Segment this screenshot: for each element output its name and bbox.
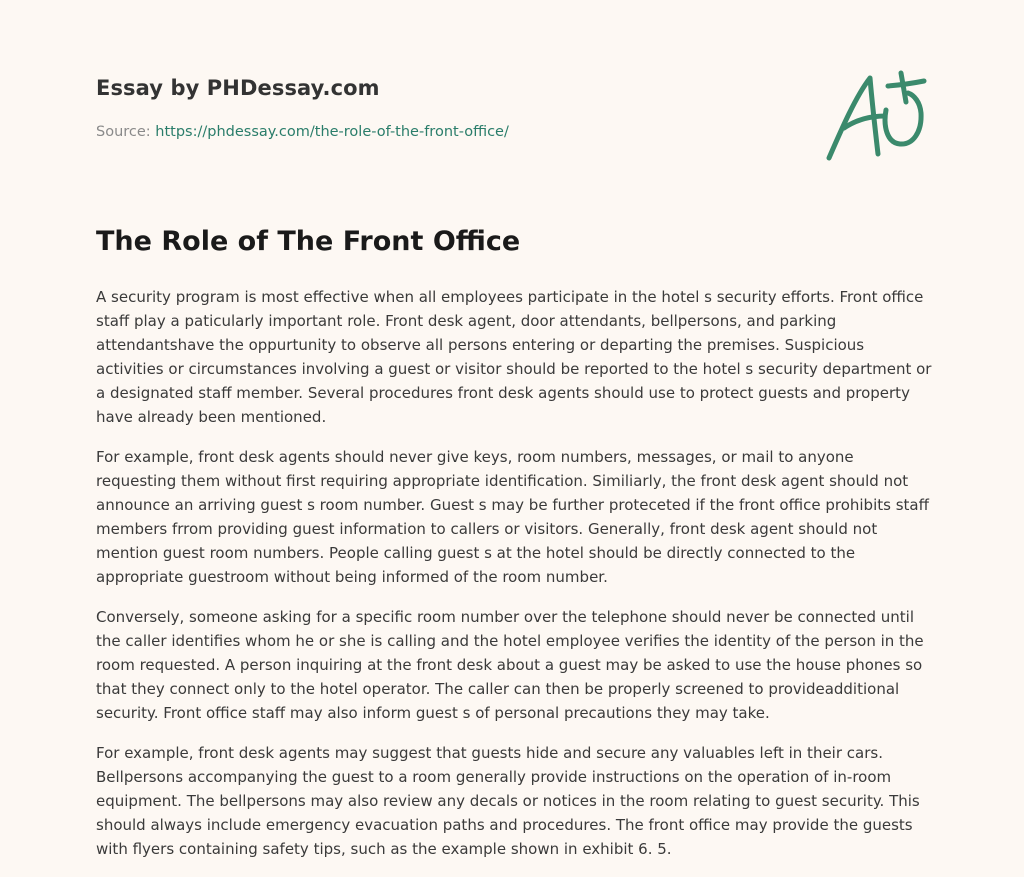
article-paragraph: A security program is most effective when all employees participate in the hotel s security efforts. Front office staff play a paticularly important role. Front desk agent, door attendants, bellpersons, and parking attendantshave the oppurtunity to observe all persons entering or departing the premises. Suspicious activities or circumstances involving a guest or visitor should be reported to the hotel s security department or a designated staff member. Several procedures front desk agents should use to protect guests and property have already been mentioned. [96, 288, 932, 426]
a-plus-grade-logo-icon [820, 66, 930, 166]
article-paragraph: Conversely, someone asking for a specific room number over the telephone should never be connected until the caller identifies whom he or she is calling and the hotel employee verifies the identity of the person in the room requested. A person inquiring at the front desk about a guest may be asked to use the house phones so that they connect only to the hotel operator. The caller can then be properly screened to provideadditional security. Front office staff may also inform guest s of personal precautions they may take. [96, 608, 924, 722]
article-paragraph: For example, front desk agents should never give keys, room numbers, messages, or mail to anyone requesting them without first requiring appropriate identification. Similiarly, the front desk agent should not announce an arriving guest s room number. Guest s may be further proteceted if the front office prohibits staff members frrom providing guest information to callers or visitors. Generally, front desk agent should not mention guest room numbers. People calling guest s at the hotel should be directly connected to the appropriate guestroom without being informed of the room number. [96, 448, 929, 586]
article-title: The Role of The Front Office [96, 226, 521, 257]
article-paragraph: For example, front desk agents may suggest that guests hide and secure any valuables left in their cars. Bellpersons accompanying the guest to a room generally provide instructions on the operation of in-room equipment. The bellpersons may also review any decals or notices in the room relating to guest security. This should always include emergency evacuation paths and procedures. The front office may provide the guests with flyers containing safety tips, such as the example shown in exhibit 6. 5. [96, 744, 920, 858]
site-brand: Essay by PHDessay.com [96, 76, 380, 100]
source-link[interactable]: https://phdessay.com/the-role-of-the-front-office/ [155, 124, 509, 140]
source-line [96, 124, 509, 140]
article-body [96, 285, 932, 877]
source-label: Source: [96, 124, 156, 140]
